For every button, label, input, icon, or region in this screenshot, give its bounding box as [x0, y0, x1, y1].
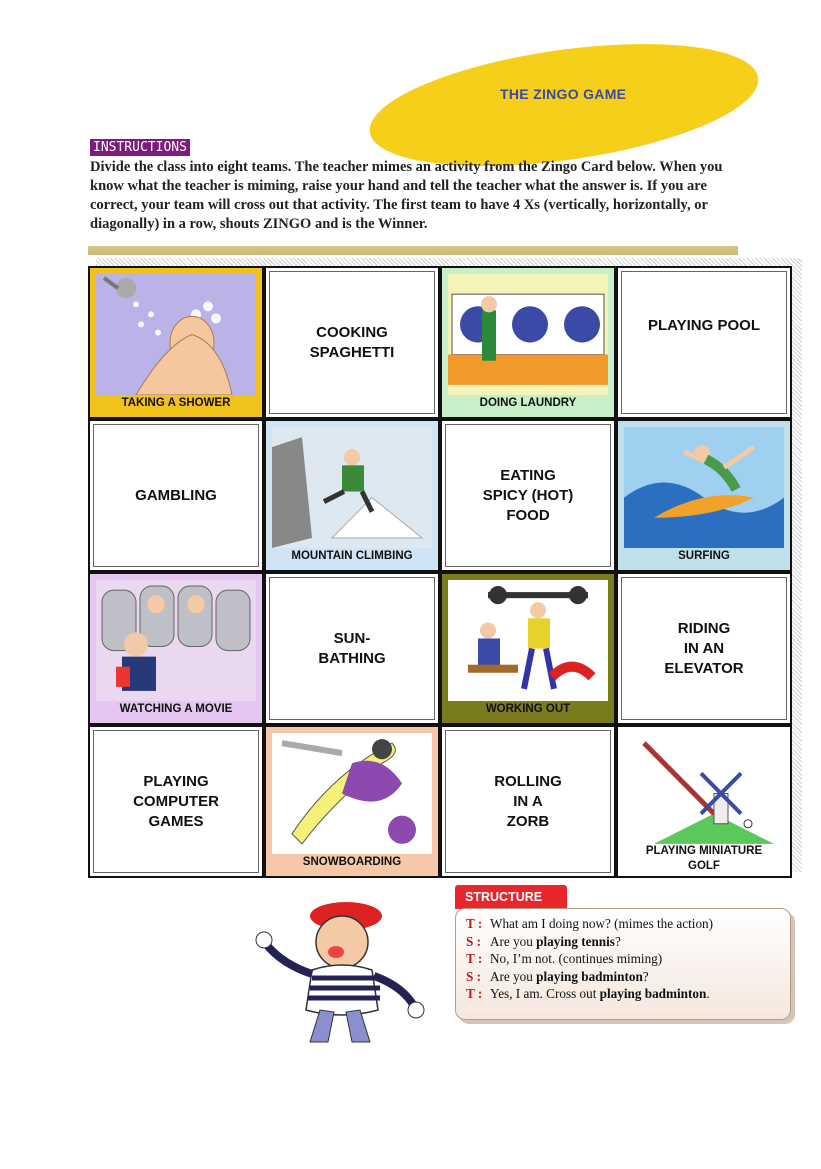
dialogue-punctuation: ?: [614, 933, 621, 949]
cell-label: RIDING IN AN ELEVATOR: [664, 619, 744, 677]
cell-caption: PLAYING MINIATURE GOLF: [645, 845, 763, 872]
divider: [88, 246, 738, 255]
dialogue-line: [466, 950, 780, 968]
zingo-cell: [616, 725, 792, 878]
page-title: THE ZINGO GAME: [500, 86, 627, 102]
dialogue-line: [466, 933, 780, 951]
instructions-text: Divide the class into eight teams. The teacher mimes an activity from the Zingo Card below. When you know what the teacher is miming, raise your hand and tell the teacher what the answer is. If you are correct, your team will cross out that activity. The first team to have 4 Xs (vertically, horizontally, or diagonally) in a row, shouts ZINGO and is the Winner.: [90, 159, 723, 232]
zingo-cell: [440, 266, 616, 419]
cell-label: GAMBLING: [135, 486, 217, 504]
cell-label: EATING SPICY (HOT) FOOD: [482, 466, 574, 524]
cell-label: ROLLING IN A ZORB: [494, 772, 562, 830]
laundry-picture: [448, 274, 608, 395]
movie-picture: [96, 580, 256, 701]
zingo-cell: [616, 419, 792, 572]
cell-caption: WATCHING A MOVIE: [119, 703, 233, 715]
zingo-cell: [440, 725, 616, 878]
dialogue-line: [466, 985, 780, 1003]
workout-picture: [448, 580, 608, 701]
cell-caption: DOING LAUNDRY: [479, 397, 577, 409]
zingo-cell: [88, 725, 264, 878]
dialogue-text: Are you: [490, 933, 537, 949]
zingo-cell: [264, 572, 440, 725]
zingo-cell: [88, 419, 264, 572]
zingo-cell: [616, 266, 792, 419]
dialogue-text: What am I doing now? (mimes the action): [490, 916, 714, 931]
speaker-label: T :: [466, 916, 483, 931]
speaker-label: T :: [466, 986, 483, 1002]
cell-caption: SURFING: [678, 550, 730, 562]
dialogue-punctuation: .: [706, 986, 710, 1002]
zingo-cell: [616, 572, 792, 725]
dialogue-text: No, I’m not. (continues miming): [490, 951, 663, 967]
dialogue-punctuation: ?: [642, 968, 649, 984]
snowboard-picture: [272, 733, 432, 854]
zingo-cell: [264, 725, 440, 878]
cell-label: PLAYING COMPUTER GAMES: [133, 772, 219, 830]
climbing-picture: [272, 427, 432, 548]
zingo-cell: [88, 572, 264, 725]
dialogue-emphasis: playing badminton: [599, 986, 707, 1002]
speaker-label: T :: [466, 951, 483, 967]
zingo-cell: [264, 266, 440, 419]
cell-caption: TAKING A SHOWER: [121, 397, 231, 409]
cell-caption: MOUNTAIN CLIMBING: [291, 550, 413, 562]
zingo-cell: [88, 266, 264, 419]
zingo-cell: [440, 419, 616, 572]
structure-box: [455, 908, 791, 1020]
cell-frame: [621, 271, 787, 414]
cell-label: COOKING SPAGHETTI: [309, 323, 395, 361]
cell-caption: WORKING OUT: [485, 703, 571, 715]
instructions-label: INSTRUCTIONS: [90, 139, 190, 156]
shower-picture: [96, 274, 256, 395]
golf-picture: [624, 733, 784, 854]
speaker-label: S :: [466, 968, 482, 984]
dialogue-emphasis: playing badminton: [536, 968, 643, 984]
zingo-cell: [440, 572, 616, 725]
zingo-card: [88, 266, 792, 878]
dialogue-emphasis: playing tennis: [536, 933, 615, 949]
cell-label: PLAYING POOL: [648, 317, 760, 334]
dialogue-line: [466, 968, 780, 986]
surfing-picture: [624, 427, 784, 548]
mime-character-picture: [250, 890, 430, 1050]
dialogue-text: Are you: [490, 968, 537, 984]
dialogue-line: [466, 915, 780, 933]
cell-label: SUN- BATHING: [318, 629, 386, 667]
dialogue-text: Yes, I am. Cross out: [490, 986, 600, 1002]
zingo-cell: [264, 419, 440, 572]
cell-caption: SNOWBOARDING: [302, 856, 402, 868]
speaker-label: S :: [466, 933, 482, 949]
structure-label: STRUCTURE: [455, 885, 567, 909]
